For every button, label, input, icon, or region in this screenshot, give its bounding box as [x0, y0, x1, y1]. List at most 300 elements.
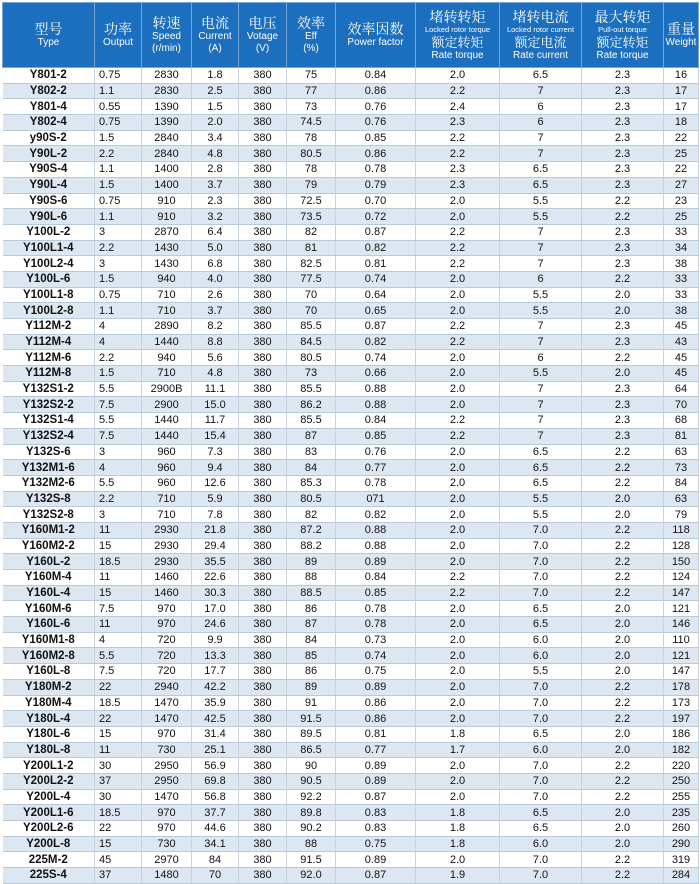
cell-locked-torque: 2.3	[416, 162, 500, 178]
cell-output: 30	[95, 758, 142, 774]
cell-weight: 182	[664, 742, 699, 758]
cell-power-factor: 0.78	[336, 162, 416, 178]
cell-power-factor: 0.78	[336, 617, 416, 633]
cell-output: 37	[95, 773, 142, 789]
cell-voltage: 380	[239, 428, 287, 444]
cell-locked-current: 7.0	[500, 868, 582, 884]
cell-voltage: 380	[239, 821, 287, 837]
cell-output: 0.55	[95, 99, 142, 115]
cell-speed: 1460	[142, 585, 192, 601]
cell-current: 2.0	[192, 115, 239, 131]
header-voltage-en: Votage	[246, 31, 279, 42]
cell-weight: 146	[664, 617, 699, 633]
cell-speed: 2830	[142, 68, 192, 84]
cell-output: 4	[95, 460, 142, 476]
table-row	[3, 319, 699, 335]
table-header	[3, 3, 699, 68]
header-row	[3, 3, 699, 68]
cell-voltage: 380	[239, 836, 287, 852]
cell-voltage: 380	[239, 444, 287, 460]
cell-voltage: 380	[239, 130, 287, 146]
cell-efficiency: 81	[287, 240, 336, 256]
cell-efficiency: 88.5	[287, 585, 336, 601]
header-voltage	[239, 3, 287, 68]
table-row	[3, 256, 699, 272]
cell-efficiency: 84	[287, 632, 336, 648]
header-pullout-torque-en: Rate torque	[596, 49, 649, 61]
table-row	[3, 742, 699, 758]
header-current-unit: (A)	[208, 43, 222, 54]
cell-current: 44.6	[192, 821, 239, 837]
cell-pullout-torque: 2.0	[582, 648, 664, 664]
cell-locked-current: 7	[500, 240, 582, 256]
table-row	[3, 334, 699, 350]
header-power-factor-en: Power factor	[347, 37, 404, 48]
cell-current: 3.7	[192, 303, 239, 319]
cell-locked-current: 5.5	[500, 491, 582, 507]
cell-current: 2.8	[192, 162, 239, 178]
cell-current: 42.5	[192, 711, 239, 727]
cell-efficiency: 73.5	[287, 209, 336, 225]
cell-type: Y100L2-8	[3, 303, 95, 319]
cell-speed: 1470	[142, 789, 192, 805]
cell-power-factor: 0.77	[336, 460, 416, 476]
cell-output: 1.1	[95, 162, 142, 178]
table-row	[3, 130, 699, 146]
cell-speed: 710	[142, 287, 192, 303]
cell-locked-torque: 1.8	[416, 821, 500, 837]
cell-locked-current: 7	[500, 413, 582, 429]
cell-current: 30.3	[192, 585, 239, 601]
table-row	[3, 271, 699, 287]
cell-current: 1.5	[192, 99, 239, 115]
cell-current: 4.0	[192, 271, 239, 287]
header-pullout-torque-cn2: 额定转矩	[596, 34, 649, 50]
cell-locked-current: 7	[500, 224, 582, 240]
cell-efficiency: 89.8	[287, 805, 336, 821]
cell-weight: 33	[664, 224, 699, 240]
cell-efficiency: 91.5	[287, 711, 336, 727]
cell-current: 24.6	[192, 617, 239, 633]
cell-efficiency: 85.3	[287, 475, 336, 491]
header-locked-current-cn2: 额定电流	[514, 34, 567, 50]
cell-power-factor: 0.89	[336, 758, 416, 774]
cell-weight: 73	[664, 460, 699, 476]
cell-voltage: 380	[239, 334, 287, 350]
cell-type: Y200L1-2	[3, 758, 95, 774]
cell-type: Y100L-2	[3, 224, 95, 240]
motor-spec-sheet	[2, 2, 699, 884]
cell-output: 7.5	[95, 397, 142, 413]
cell-power-factor: 0.72	[336, 209, 416, 225]
cell-locked-torque: 2.0	[416, 491, 500, 507]
table-row	[3, 224, 699, 240]
table-row	[3, 68, 699, 84]
cell-locked-torque: 2.0	[416, 789, 500, 805]
cell-voltage: 380	[239, 224, 287, 240]
cell-power-factor: 0.88	[336, 538, 416, 554]
cell-locked-torque: 2.0	[416, 632, 500, 648]
cell-output: 1.1	[95, 303, 142, 319]
cell-pullout-torque: 2.3	[582, 319, 664, 335]
table-row	[3, 585, 699, 601]
cell-locked-current: 5.5	[500, 209, 582, 225]
cell-efficiency: 82	[287, 507, 336, 523]
cell-output: 15	[95, 726, 142, 742]
cell-weight: 250	[664, 773, 699, 789]
header-pullout-torque-small: Pull-out torque	[598, 24, 647, 34]
cell-type: Y132S-8	[3, 491, 95, 507]
cell-pullout-torque: 2.2	[582, 522, 664, 538]
cell-speed: 970	[142, 601, 192, 617]
cell-pullout-torque: 2.3	[582, 115, 664, 131]
cell-pullout-torque: 2.3	[582, 146, 664, 162]
cell-weight: 38	[664, 303, 699, 319]
cell-voltage: 380	[239, 115, 287, 131]
cell-locked-torque: 2.0	[416, 679, 500, 695]
cell-type: Y802-4	[3, 115, 95, 131]
table-row	[3, 366, 699, 382]
cell-speed: 1400	[142, 177, 192, 193]
cell-pullout-torque: 2.2	[582, 475, 664, 491]
cell-power-factor: 0.82	[336, 334, 416, 350]
cell-speed: 720	[142, 648, 192, 664]
cell-locked-torque: 2.0	[416, 695, 500, 711]
cell-pullout-torque: 2.2	[582, 789, 664, 805]
table-row	[3, 146, 699, 162]
cell-locked-current: 6.5	[500, 475, 582, 491]
cell-speed: 1390	[142, 99, 192, 115]
table-row	[3, 538, 699, 554]
cell-locked-current: 5.5	[500, 507, 582, 523]
cell-pullout-torque: 2.0	[582, 491, 664, 507]
cell-locked-torque: 2.2	[416, 83, 500, 99]
cell-output: 0.75	[95, 193, 142, 209]
cell-current: 70	[192, 868, 239, 884]
cell-locked-torque: 2.4	[416, 99, 500, 115]
cell-voltage: 380	[239, 475, 287, 491]
cell-pullout-torque: 2.2	[582, 852, 664, 868]
cell-locked-current: 7.0	[500, 773, 582, 789]
cell-locked-current: 7	[500, 397, 582, 413]
cell-locked-current: 5.5	[500, 303, 582, 319]
cell-pullout-torque: 2.3	[582, 428, 664, 444]
cell-current: 35.5	[192, 554, 239, 570]
header-power-factor	[336, 3, 416, 68]
cell-locked-torque: 1.9	[416, 868, 500, 884]
cell-speed: 2940	[142, 679, 192, 695]
cell-type: Y90L-4	[3, 177, 95, 193]
cell-locked-current: 6.0	[500, 742, 582, 758]
cell-current: 15.4	[192, 428, 239, 444]
cell-type: Y160M1-8	[3, 632, 95, 648]
cell-locked-current: 6.0	[500, 648, 582, 664]
cell-power-factor: 0.89	[336, 773, 416, 789]
cell-output: 3	[95, 444, 142, 460]
cell-pullout-torque: 2.3	[582, 334, 664, 350]
cell-pullout-torque: 2.3	[582, 162, 664, 178]
cell-type: Y132S-6	[3, 444, 95, 460]
cell-weight: 128	[664, 538, 699, 554]
cell-efficiency: 77	[287, 83, 336, 99]
cell-locked-torque: 2.2	[416, 240, 500, 256]
cell-current: 7.8	[192, 507, 239, 523]
cell-locked-current: 7.0	[500, 695, 582, 711]
cell-output: 1.1	[95, 209, 142, 225]
cell-output: 18.5	[95, 695, 142, 711]
cell-efficiency: 85.5	[287, 381, 336, 397]
cell-voltage: 380	[239, 287, 287, 303]
cell-power-factor: 0.84	[336, 413, 416, 429]
cell-locked-current: 7.0	[500, 711, 582, 727]
cell-efficiency: 73	[287, 366, 336, 382]
cell-power-factor: 0.73	[336, 632, 416, 648]
cell-weight: 18	[664, 115, 699, 131]
table-row	[3, 177, 699, 193]
cell-locked-torque: 1.8	[416, 836, 500, 852]
cell-locked-torque: 2.0	[416, 773, 500, 789]
cell-voltage: 380	[239, 695, 287, 711]
cell-output: 11	[95, 570, 142, 586]
cell-locked-torque: 2.0	[416, 711, 500, 727]
cell-pullout-torque: 2.2	[582, 585, 664, 601]
table-body	[3, 68, 699, 884]
cell-current: 11.1	[192, 381, 239, 397]
cell-efficiency: 80.5	[287, 350, 336, 366]
cell-pullout-torque: 2.3	[582, 397, 664, 413]
cell-locked-current: 7	[500, 381, 582, 397]
cell-speed: 970	[142, 726, 192, 742]
cell-efficiency: 89.5	[287, 726, 336, 742]
table-row	[3, 789, 699, 805]
cell-power-factor: 0.86	[336, 711, 416, 727]
header-pullout-torque	[582, 3, 664, 68]
cell-weight: 220	[664, 758, 699, 774]
table-row	[3, 821, 699, 837]
cell-efficiency: 79	[287, 177, 336, 193]
cell-weight: 64	[664, 381, 699, 397]
cell-efficiency: 86	[287, 664, 336, 680]
header-pullout-torque-cn: 最大转矩	[594, 8, 651, 25]
cell-output: 7.5	[95, 664, 142, 680]
cell-locked-current: 7	[500, 146, 582, 162]
cell-efficiency: 90.5	[287, 773, 336, 789]
cell-speed: 970	[142, 821, 192, 837]
cell-current: 6.4	[192, 224, 239, 240]
table-row	[3, 460, 699, 476]
cell-weight: 235	[664, 805, 699, 821]
cell-power-factor: 0.89	[336, 554, 416, 570]
cell-voltage: 380	[239, 319, 287, 335]
cell-type: Y112M-8	[3, 366, 95, 382]
cell-type: 225S-4	[3, 868, 95, 884]
cell-type: Y160L-6	[3, 617, 95, 633]
cell-speed: 2870	[142, 224, 192, 240]
cell-weight: 63	[664, 491, 699, 507]
cell-voltage: 380	[239, 381, 287, 397]
cell-locked-current: 6.5	[500, 444, 582, 460]
cell-efficiency: 90.2	[287, 821, 336, 837]
table-row	[3, 83, 699, 99]
cell-current: 17.0	[192, 601, 239, 617]
cell-voltage: 380	[239, 554, 287, 570]
cell-voltage: 380	[239, 522, 287, 538]
cell-type: Y160M-4	[3, 570, 95, 586]
header-locked-torque	[416, 3, 500, 68]
cell-current: 37.7	[192, 805, 239, 821]
cell-voltage: 380	[239, 852, 287, 868]
cell-pullout-torque: 2.2	[582, 868, 664, 884]
cell-pullout-torque: 2.2	[582, 209, 664, 225]
cell-voltage: 380	[239, 83, 287, 99]
cell-locked-torque: 2.0	[416, 538, 500, 554]
cell-pullout-torque: 2.0	[582, 836, 664, 852]
table-row	[3, 773, 699, 789]
cell-power-factor: 0.76	[336, 115, 416, 131]
cell-speed: 710	[142, 491, 192, 507]
cell-current: 35.9	[192, 695, 239, 711]
header-voltage-cn: 电压	[248, 15, 277, 31]
cell-voltage: 380	[239, 491, 287, 507]
table-row	[3, 711, 699, 727]
header-output	[95, 3, 142, 68]
cell-weight: 284	[664, 868, 699, 884]
cell-weight: 186	[664, 726, 699, 742]
cell-output: 0.75	[95, 115, 142, 131]
table-row	[3, 664, 699, 680]
cell-current: 2.3	[192, 193, 239, 209]
cell-power-factor: 0.85	[336, 585, 416, 601]
cell-output: 0.75	[95, 287, 142, 303]
cell-locked-torque: 2.2	[416, 146, 500, 162]
cell-power-factor: 0.86	[336, 146, 416, 162]
cell-efficiency: 83	[287, 444, 336, 460]
cell-pullout-torque: 2.0	[582, 287, 664, 303]
cell-locked-current: 6.0	[500, 836, 582, 852]
table-row	[3, 444, 699, 460]
cell-current: 5.9	[192, 491, 239, 507]
cell-output: 11	[95, 617, 142, 633]
cell-speed: 2950	[142, 773, 192, 789]
cell-weight: 68	[664, 413, 699, 429]
cell-efficiency: 80.5	[287, 491, 336, 507]
cell-pullout-torque: 2.3	[582, 413, 664, 429]
cell-power-factor: 0.88	[336, 381, 416, 397]
cell-output: 15	[95, 585, 142, 601]
cell-type: Y180L-8	[3, 742, 95, 758]
cell-weight: 33	[664, 271, 699, 287]
cell-current: 6.8	[192, 256, 239, 272]
cell-output: 18.5	[95, 554, 142, 570]
cell-efficiency: 82.5	[287, 256, 336, 272]
header-weight-en: Weight	[665, 37, 697, 48]
cell-locked-current: 6.5	[500, 68, 582, 84]
cell-weight: 147	[664, 664, 699, 680]
cell-efficiency: 77.5	[287, 271, 336, 287]
cell-output: 15	[95, 538, 142, 554]
cell-pullout-torque: 2.2	[582, 773, 664, 789]
header-locked-torque-cn2: 额定转矩	[431, 34, 484, 50]
cell-weight: 45	[664, 319, 699, 335]
cell-locked-current: 6.5	[500, 601, 582, 617]
cell-voltage: 380	[239, 570, 287, 586]
cell-weight: 147	[664, 585, 699, 601]
cell-locked-torque: 2.0	[416, 475, 500, 491]
header-power-factor-cn: 效率因数	[347, 21, 404, 37]
cell-voltage: 380	[239, 162, 287, 178]
cell-speed: 960	[142, 475, 192, 491]
cell-locked-current: 6.5	[500, 805, 582, 821]
cell-locked-torque: 2.0	[416, 444, 500, 460]
cell-weight: 27	[664, 177, 699, 193]
table-row	[3, 805, 699, 821]
cell-type: Y200L-4	[3, 789, 95, 805]
cell-speed: 1430	[142, 256, 192, 272]
table-row	[3, 695, 699, 711]
cell-voltage: 380	[239, 648, 287, 664]
cell-efficiency: 87.2	[287, 522, 336, 538]
cell-weight: 121	[664, 601, 699, 617]
cell-voltage: 380	[239, 366, 287, 382]
cell-current: 29.4	[192, 538, 239, 554]
cell-voltage: 380	[239, 303, 287, 319]
cell-locked-current: 7.0	[500, 679, 582, 695]
cell-weight: 118	[664, 522, 699, 538]
cell-weight: 16	[664, 68, 699, 84]
cell-current: 3.2	[192, 209, 239, 225]
cell-output: 22	[95, 711, 142, 727]
cell-locked-current: 7	[500, 319, 582, 335]
cell-pullout-torque: 2.0	[582, 726, 664, 742]
cell-locked-torque: 2.0	[416, 366, 500, 382]
cell-speed: 2890	[142, 319, 192, 335]
table-row	[3, 287, 699, 303]
cell-weight: 25	[664, 146, 699, 162]
cell-output: 4	[95, 334, 142, 350]
cell-current: 13.3	[192, 648, 239, 664]
cell-locked-current: 5.5	[500, 193, 582, 209]
cell-output: 0.75	[95, 68, 142, 84]
cell-output: 5.5	[95, 648, 142, 664]
header-locked-current-cn: 堵转电流	[512, 8, 569, 25]
cell-voltage: 380	[239, 256, 287, 272]
header-current-cn: 电流	[201, 15, 229, 31]
header-type	[3, 3, 95, 68]
cell-locked-torque: 1.8	[416, 805, 500, 821]
cell-speed: 970	[142, 617, 192, 633]
table-row	[3, 381, 699, 397]
cell-pullout-torque: 2.3	[582, 177, 664, 193]
cell-weight: 33	[664, 287, 699, 303]
cell-current: 9.9	[192, 632, 239, 648]
cell-current: 5.0	[192, 240, 239, 256]
cell-pullout-torque: 2.3	[582, 224, 664, 240]
table-row	[3, 99, 699, 115]
cell-type: Y132S2-2	[3, 397, 95, 413]
table-row	[3, 413, 699, 429]
cell-weight: 23	[664, 193, 699, 209]
cell-speed: 2900	[142, 397, 192, 413]
cell-efficiency: 78	[287, 162, 336, 178]
cell-type: Y112M-6	[3, 350, 95, 366]
cell-voltage: 380	[239, 99, 287, 115]
cell-speed: 1470	[142, 695, 192, 711]
cell-type: Y200L2-6	[3, 821, 95, 837]
cell-current: 2.5	[192, 83, 239, 99]
header-voltage-unit: (V)	[255, 43, 270, 54]
cell-current: 9.4	[192, 460, 239, 476]
cell-output: 4	[95, 319, 142, 335]
